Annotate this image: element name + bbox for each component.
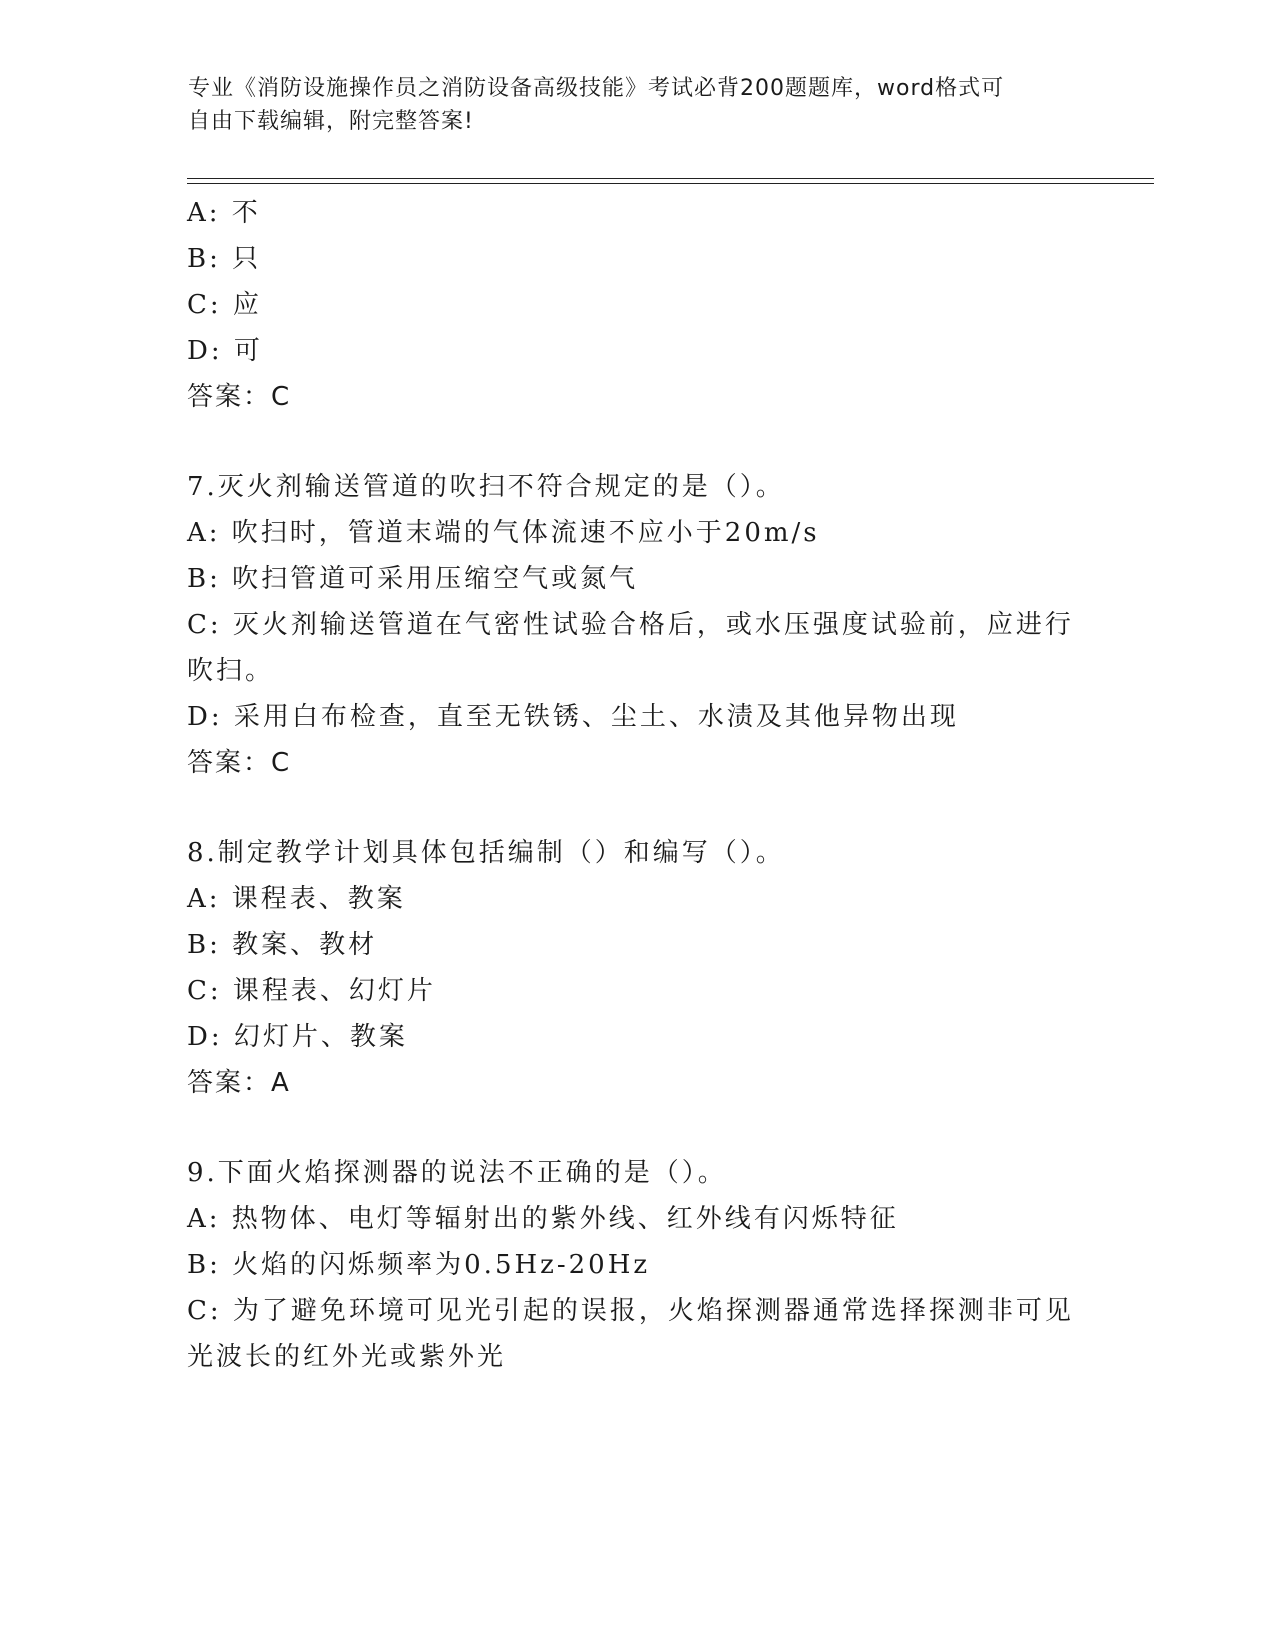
option-b: B: 只 xyxy=(187,244,262,274)
option-c-line-2: 吹扫。 xyxy=(187,656,275,686)
spacer xyxy=(187,420,1087,464)
option-d: D: 可 xyxy=(187,336,263,366)
option-c: C: 应 xyxy=(187,290,262,320)
question-text: 8.制定教学计划具体包括编制（）和编写（）。 xyxy=(187,838,785,868)
header-divider-top xyxy=(187,178,1154,179)
question-text: 7.灭火剂输送管道的吹扫不符合规定的是（）。 xyxy=(187,472,785,502)
question-content xyxy=(187,190,1087,1380)
header-line-2: 自由下载编辑，附完整答案! xyxy=(188,109,474,134)
option-a: A: 吹扫时，管道末端的气体流速不应小于20m/s xyxy=(187,518,820,548)
option-a: A: 课程表、教案 xyxy=(187,884,406,914)
question-block-6 xyxy=(187,190,1087,420)
option-c-line-1: C: 为了避免环境可见光引起的误报，火焰探测器通常选择探测非可见 xyxy=(187,1296,1074,1326)
option-a: A: 不 xyxy=(187,198,261,228)
option-c: C: 课程表、幻灯片 xyxy=(187,976,436,1006)
answer-line: 答案：A xyxy=(187,1068,291,1098)
option-c-line-2: 光波长的红外光或紫外光 xyxy=(187,1342,507,1372)
option-d: D: 幻灯片、教案 xyxy=(187,1022,408,1052)
answer-line: 答案：C xyxy=(187,382,292,412)
header-line-1: 专业《消防设施操作员之消防设备高级技能》考试必背200题题库，word格式可 xyxy=(188,76,1005,101)
option-b: B: 教案、教材 xyxy=(187,930,378,960)
question-text: 9.下面火焰探测器的说法不正确的是（）。 xyxy=(187,1158,727,1188)
option-c-line-1: C: 灭火剂输送管道在气密性试验合格后，或水压强度试验前，应进行 xyxy=(187,610,1074,640)
document-header xyxy=(188,72,1088,138)
option-d: D: 采用白布检查，直至无铁锈、尘土、水渍及其他异物出现 xyxy=(187,702,959,732)
option-b: B: 吹扫管道可采用压缩空气或氮气 xyxy=(187,564,639,594)
spacer xyxy=(187,786,1087,830)
question-block-7 xyxy=(187,464,1087,786)
option-a: A: 热物体、电灯等辐射出的紫外线、红外线有闪烁特征 xyxy=(187,1204,899,1234)
spacer xyxy=(187,1106,1087,1150)
answer-line: 答案：C xyxy=(187,748,292,778)
question-block-8 xyxy=(187,830,1087,1106)
question-block-9 xyxy=(187,1150,1087,1380)
header-divider-bottom xyxy=(187,183,1154,184)
option-b: B: 火焰的闪烁频率为0.5Hz-20Hz xyxy=(187,1250,651,1280)
